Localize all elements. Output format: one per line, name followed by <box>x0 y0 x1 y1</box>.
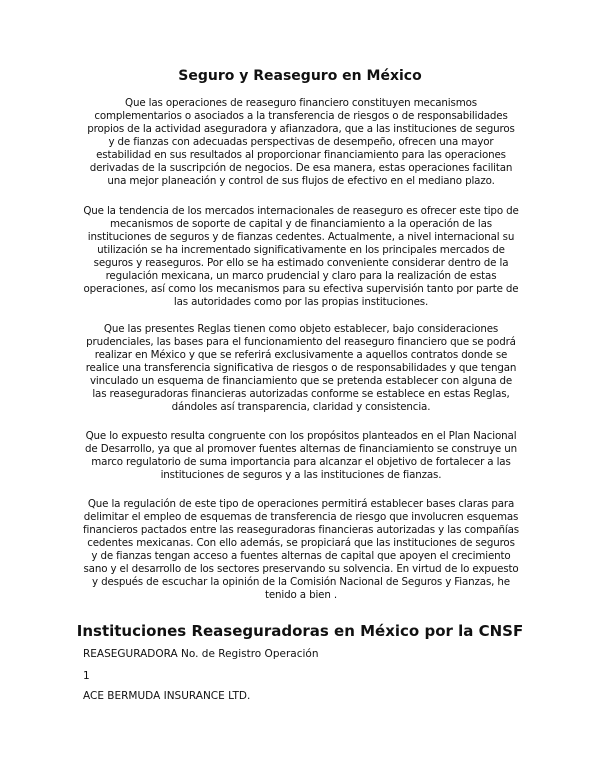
table-header: REASEGURADORA No. de Registro Operación <box>83 648 319 660</box>
row-number: 1 <box>83 670 90 682</box>
paragraph-3: Que las presentes Reglas tienen como objeto establecer, bajo consideraciones prudenciales, las bases para el funcionamiento del reaseguro financiero que se podrá realizar en México y que se referirá exclusivamente a aquellos contratos donde se realice una transferencia significativa de riesgos o de responsabilidades y que tengan vinculado un esquema de financiamiento que se pretenda establecer con alguna de las reaseguradoras financieras autorizadas conforme se establece en estas Reglas, dándoles así transparencia, claridad y consistencia. <box>85 323 517 413</box>
paragraph-4: Que lo expuesto resulta congruente con los propósitos planteados en el Plan Nacional de Desarrollo, ya que al promover fuentes alternas de financiamiento se construye un marco regulatorio de suma importancia para alcanzar el objetivo de fortalecer a las instituciones de seguros y a las instituciones de fianzas. <box>85 430 517 481</box>
row-name: ACE BERMUDA INSURANCE LTD. <box>83 690 251 702</box>
paragraph-5: Que la regulación de este tipo de operaciones permitirá establecer bases claras para delimitar el empleo de esquemas de transferencia de riesgo que involucren esquemas financieros pactados entre las reaseguradoras financieras autorizadas y las compañías cedentes mexicanas. Con ello además, se propiciará que las instituciones de seguros y de fianzas tengan acceso a fuentes alternas de capital que apoyen el crecimiento sano y el desarrollo de los sectores preservando su solvencia. En virtud de lo expuesto y después de escuchar la opinión de la Comisión Nacional de Seguros y Fianzas, he tenido a bien . <box>83 498 519 601</box>
paragraph-2: Que la tendencia de los mercados internacionales de reaseguro es ofrecer este tipo de mecanismos de soporte de capital y de financiamiento a la operación de las instituciones de seguros y de fianzas cedentes. Actualmente, a nivel internacional su utilización se ha incrementado significativamente en los principales mercados de seguros y reaseguros. Por ello se ha estimado conveniente considerar dentro de la regulación mexicana, un marco prudencial y claro para la realización de estas operaciones, así como los mecanismos para su efectiva supervisión tanto por parte de las autoridades como por las propias instituciones. <box>83 205 519 308</box>
paragraph-1: Que las operaciones de reaseguro financiero constituyen mecanismos complementarios o asociados a la transferencia de riesgos o de responsabilidades propios de la actividad aseguradora y afianzadora, que a las instituciones de seguros y de fianzas con adecuadas perspectivas de desempeño, ofrecen una mayor estabilidad en sus resultados al proporcionar financiamiento para las operaciones derivadas de la suscripción de negocios. De esa manera, estas operaciones facilitan una mejor planeación y control de sus flujos de efectivo en el mediano plazo. <box>87 97 515 187</box>
section-heading: Instituciones Reaseguradoras en México por la CNSF <box>76 622 524 640</box>
document-title: Seguro y Reaseguro en México <box>178 68 422 84</box>
